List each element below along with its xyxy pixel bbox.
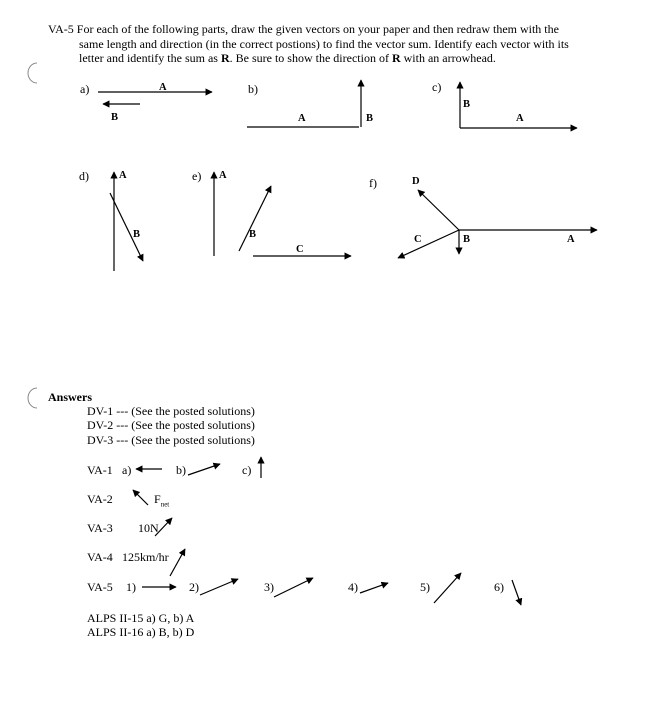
answer-va5-label: VA-5 <box>87 580 113 594</box>
answer-va4-label: VA-4 <box>87 550 113 564</box>
answer-dv-2: DV-2 --- (See the posted solutions) <box>87 418 255 432</box>
answer-va5-item-3: 3) <box>264 580 274 594</box>
answer-va5-arrow-3 <box>274 578 313 597</box>
part-e-label: e) <box>192 169 202 183</box>
vector-label-b-A: A <box>298 113 306 124</box>
answer-va3-value: 10N <box>138 521 159 535</box>
answer-va4-value: 125km/hr <box>122 550 169 564</box>
answer-va5-arrow-6 <box>512 580 521 605</box>
answer-va1-label: VA-1 <box>87 463 113 477</box>
vector-d-B <box>110 193 143 261</box>
answer-va1-a: a) <box>122 463 132 477</box>
vector-label-f-B: B <box>463 234 471 245</box>
vector-e-B <box>239 186 271 251</box>
vector-label-f-D: D <box>412 176 420 187</box>
answer-va2-label: VA-2 <box>87 492 113 506</box>
answer-va1-c: c) <box>242 463 252 477</box>
binder-hole-bottom <box>28 388 37 408</box>
answer-va5-item-5: 5) <box>420 580 430 594</box>
answer-va5-arrow-5 <box>434 573 461 603</box>
problem-line-1: VA-5 For each of the following parts, draw the given vectors on your paper and then redraw them with the <box>48 22 559 36</box>
vector-label-f-A: A <box>567 234 575 245</box>
answer-alps-16: ALPS II-16 a) B, b) D <box>87 625 195 639</box>
vector-label-a-A: A <box>159 82 167 93</box>
answer-dv-1: DV-1 --- (See the posted solutions) <box>87 404 255 418</box>
vector-label-d-B: B <box>133 229 141 240</box>
vector-label-e-B: B <box>249 229 257 240</box>
answer-va3-arrow <box>155 518 172 536</box>
part-b-label: b) <box>248 82 258 96</box>
problem-number: VA-5 <box>48 22 74 36</box>
answers-title: Answers <box>48 390 92 404</box>
answer-alps-15: ALPS II-15 a) G, b) A <box>87 611 195 625</box>
vector-label-c-A: A <box>516 113 524 124</box>
answer-va5-arrow-4 <box>360 583 388 593</box>
answer-va4-arrow <box>170 549 185 576</box>
answer-va2-fnet: $F_{net}$ <box>154 492 170 509</box>
vector-label-e-C: C <box>296 244 304 255</box>
part-c-label: c) <box>432 80 442 94</box>
answer-dv-3: DV-3 --- (See the posted solutions) <box>87 433 255 447</box>
vector-f-C <box>398 230 459 258</box>
answer-va5-item-2: 2) <box>189 580 199 594</box>
part-f-label: f) <box>369 176 377 190</box>
vector-label-d-A: A <box>119 170 127 181</box>
problem-line-2: same length and direction (in the correct postions) to find the vector sum. Identify each vector with its <box>79 36 569 51</box>
answer-va3-label: VA-3 <box>87 521 113 535</box>
answer-va5-arrow-2 <box>200 579 238 595</box>
problem-line-3: letter and identify the sum as R. Be sure to show the direction of R with an arrowhead. <box>79 51 496 65</box>
part-a-label: a) <box>80 82 90 96</box>
answer-va1-b: b) <box>176 463 186 477</box>
vector-label-e-A: A <box>219 170 227 181</box>
vector-label-a-B: B <box>111 112 119 123</box>
part-d-label: d) <box>79 169 89 183</box>
answer-va2-arrow <box>133 490 148 505</box>
answer-va5-item-6: 6) <box>494 580 504 594</box>
answer-va1-b-arrow <box>188 464 220 475</box>
vector-label-b-B: B <box>366 113 374 124</box>
vector-f-D <box>418 190 459 230</box>
binder-hole-top <box>28 63 37 83</box>
answer-va5-item-4: 4) <box>348 580 358 594</box>
vector-label-c-B: B <box>463 99 471 110</box>
answer-va5-item-1: 1) <box>126 580 136 594</box>
vector-label-f-C: C <box>414 234 422 245</box>
